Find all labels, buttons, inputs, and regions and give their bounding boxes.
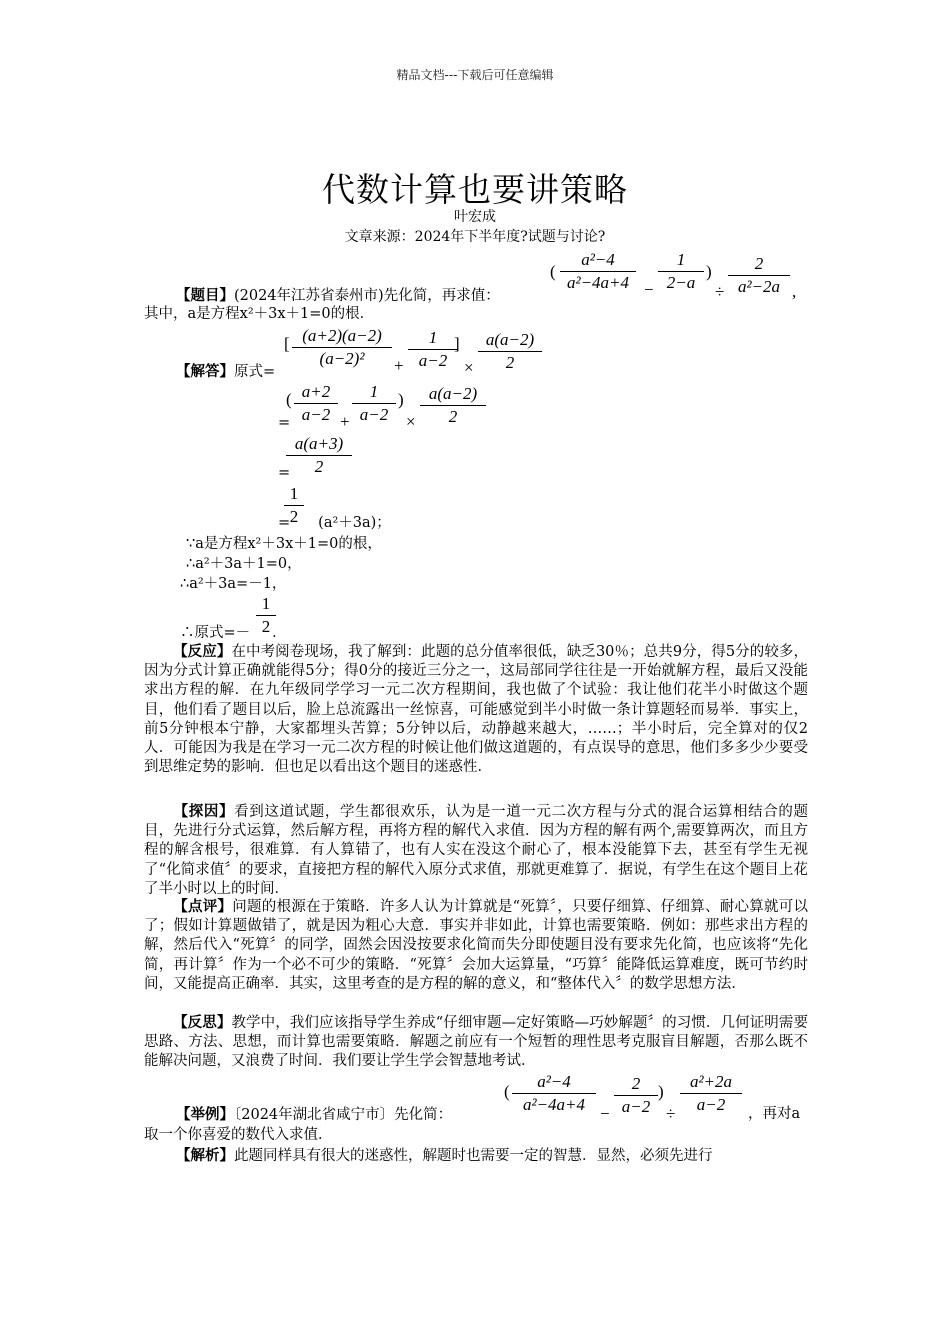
example-line: 【举例】〔2024年湖北省咸宁市〕先化简： [176, 1106, 453, 1123]
example-tail: ，再对a [748, 1106, 801, 1122]
analysis-tag: 【解析】 [176, 1147, 234, 1164]
example-cont: 取一个你喜爱的数代入求值． [144, 1127, 333, 1143]
reaction-tag: 【反应】 [173, 643, 232, 660]
eq-sign-2: = [278, 415, 291, 431]
solution-therefore2: ∴a²＋3a=－1， [180, 576, 287, 592]
comment-text: 问题的根源在于策略．许多人认为计算就是“死算〞，只要仔细算、仔细算、耐心算就可以了；假如计算题做错了，就是因为粗心大意．事实并非如此，计算也需要策略．例如：那些求出方程的解，然后代入“死算〞的同学，固然会因没按要求化简而失分即使题目没有要求先化简，也应该将“先化简，再计算〞作为一个必不可少的策略．“死算〞会加大运算量，“巧算〞能降低运算难度，既可节约时间，又能提高正确率．其实，这里考查的是方程的解的意义，和“整体代入〞的数学思想方法． [144, 899, 808, 992]
solution-half: 1 2 [284, 484, 308, 530]
example-expression: ( a²−4 a²−4a+4 − 2 a−2 ) ÷ a²+2a a−2 [504, 1072, 754, 1128]
solution-line: 【解答】原式= [176, 363, 276, 380]
cause-tag: 【探因】 [173, 803, 235, 820]
cause-text: 看到这道试题，学生都很欢乐，认为是一道一元二次方程与分式的混合运算相结合的题目，先进行分式运算，然后解方程，再将方程的解代入求值．因为方程的解有两个,需要算两次，而且方程的解含根号，很难算．有人算错了，也有人实在没这个耐心了，根本没能算下去，甚至有学生无视了“化简求值〞的要求，直接把方程的解代入原分式求值，那就更难算了．据说，有学生在这个题目上花了半小时以上的时间． [144, 804, 809, 897]
problem-line [176, 286, 500, 306]
problem-expression: ( a²−4 a²−4a+4 − 1 2−a ) ÷ 2 a²−2a , [550, 250, 797, 301]
solution-step2: ( a+2 a−2 + 1 a−2 ) × a(a−2) 2 [286, 382, 506, 434]
solution-therefore1: ∴a²＋3a＋1=0， [186, 556, 302, 572]
analysis-text: 此题同样具有很大的迷惑性，解题时也需要一定的智慧．显然，必须先进行 [234, 1148, 713, 1164]
article-title: 代数计算也要讲策略 [322, 170, 628, 209]
article-source: 文章来源：2024年下半年度?试题与讨论? [344, 229, 606, 245]
comment-paragraph [144, 897, 808, 1013]
solution-step3: a(a+3) 2 [286, 434, 366, 480]
author: 叶宏成 [454, 209, 496, 225]
problem-cont: 其中，a是方程x²＋3x＋1=0的根． [144, 306, 375, 322]
analysis-line [176, 1146, 713, 1166]
solution-tag: 【解答】 [176, 363, 234, 380]
eq-sign-3: = [278, 465, 291, 481]
solution-therefore3: ∴原式=－ ． [180, 625, 287, 641]
answer-half: 1 2 [256, 594, 280, 640]
solution-step1: [ (a+2)(a−2) (a−2)² + 1 a−2 ] × a(a−2) 2 [284, 326, 554, 378]
reaction-paragraph [144, 642, 808, 796]
reaction-text: 在中考阅卷现场，我了解到：此题的总分值率很低，缺乏30％；总共9分，得5分的较多，因为分式计算正确就能得5分；得0分的接近三分之一，这局部同学往往是一开始就解方程，最后又没能求出方程的解．在九年级同学学习一元二次方程期间，我也做了个试验：我让他们花半小时做这个题目，他们看了题目以后，脸上总流露出一丝惊喜，可能感觉到半小时做一条计算题轻而易举．事实上，前5分钟根本宁静，大家都埋头苦算；5分钟以后，动静越来越大，……；半小时后，完全算对的仅2人．可能因为我是在学习一元二次方程的时候让他们做这道题的，有点误导的意思，他们多多少少要受到思维定势的影响．但也足以看出这个题目的迷惑性． [144, 644, 809, 776]
problem-text: (2024年江苏省泰州市)先化简，再求值： [234, 288, 500, 304]
reflection-text: 教学中，我们应该指导学生养成“仔细审题—定好策略—巧妙解题〞的习惯．几何证明需要思路、方法、思想，而计算也需要策略．解题之前应有一个短暂的理性思考克服盲目解题，否那么既不能解决问题，又浪费了时间．我们要让学生学会智慧地考试． [144, 1015, 808, 1070]
reflection-paragraph [144, 1013, 808, 1071]
solution-step4: = (a²＋3a)； [278, 515, 391, 531]
cause-paragraph [144, 802, 808, 898]
comment-tag: 【点评】 [173, 898, 233, 915]
problem-tag: 【题目】 [176, 287, 234, 304]
reflection-tag: 【反思】 [173, 1014, 232, 1031]
page-header: 精品文档---下载后可任意编辑 [396, 68, 554, 82]
solution-because: ∵a是方程x²＋3x＋1=0的根， [186, 536, 382, 552]
example-tag: 【举例】 [176, 1106, 234, 1123]
